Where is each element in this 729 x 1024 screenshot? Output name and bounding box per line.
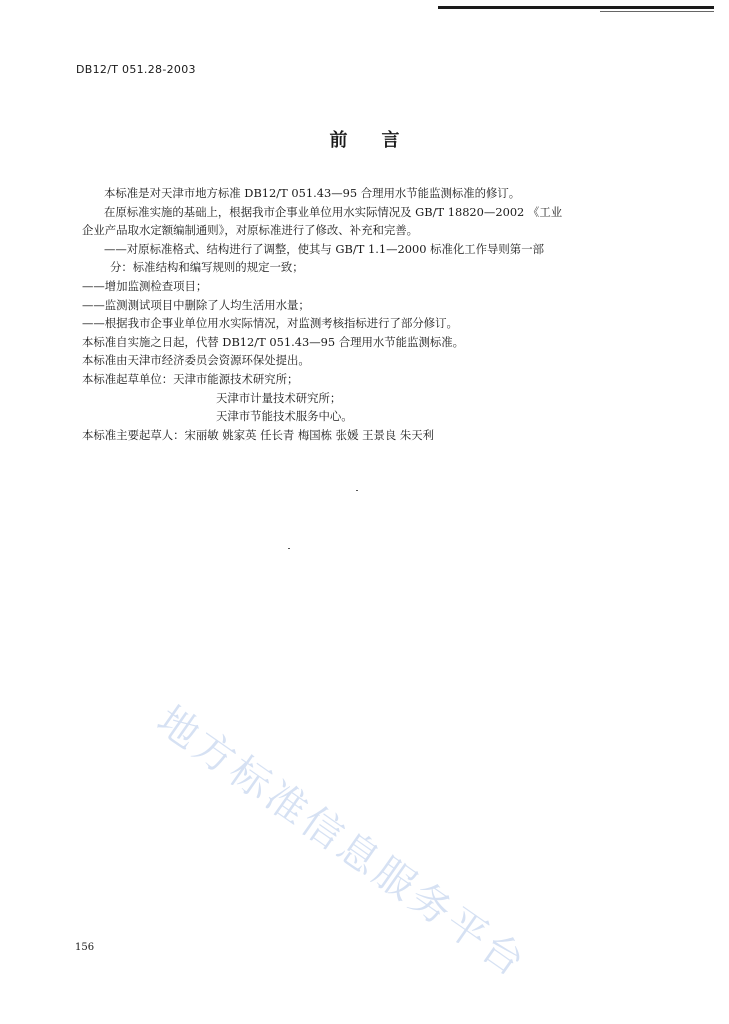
page-title: 前言 — [329, 130, 434, 151]
drafting-unit-2: 天津市计量技术研究所； — [216, 390, 342, 405]
page-number: 156 — [75, 942, 95, 953]
header-rule-thin — [600, 11, 714, 12]
list-item-format-cont: 分：标准结构和编写规则的规定一致； — [110, 260, 304, 275]
paragraph-revision: 本标准是对天津市地方标准 DB12/T 051.43—95 合理用水节能监测标准的修订。 — [104, 186, 521, 200]
scan-speck — [288, 548, 290, 549]
drafting-unit-3: 天津市节能技术服务中心。 — [216, 409, 353, 424]
standard-code: DB12/T 051.28-2003 — [76, 63, 196, 76]
watermark: 地方标准信息服务平台 — [148, 697, 536, 988]
header-rule — [438, 6, 714, 9]
paragraph-proposer: 本标准由天津市经济委员会资源环保处提出。 — [82, 353, 310, 368]
scan-speck — [356, 490, 358, 491]
list-item-deletion: ——监测测试项目中删除了人均生活用水量； — [82, 297, 310, 312]
paragraph-replace: 本标准自实施之日起，代替 DB12/T 051.43—95 合理用水节能监测标准。 — [82, 334, 465, 349]
list-item-revision: ——根据我市企事业单位用水实际情况，对监测考核指标进行了部分修订。 — [82, 316, 458, 331]
paragraph-drafting-unit: 本标准起草单位：天津市能源技术研究所； — [82, 371, 299, 386]
paragraph-basis: 在原标准实施的基础上，根据我市企事业单位用水实际情况及 GB/T 18820—2002 《工业 — [104, 204, 563, 219]
list-item-format: ——对原标准格式、结构进行了调整，使其与 GB/T 1.1—2000 标准化工作导则第一部 — [104, 241, 544, 256]
paragraph-drafters: 本标准主要起草人：宋丽敏 姚家英 任长青 梅国栋 张媛 王景良 朱天利 — [82, 427, 435, 442]
body-text — [82, 184, 678, 444]
list-item-inspection: ——增加监测检查项目； — [82, 278, 208, 293]
paragraph-basis-cont: 企业产品取水定额编制通则》，对原标准进行了修改、补充和完善。 — [82, 223, 419, 238]
